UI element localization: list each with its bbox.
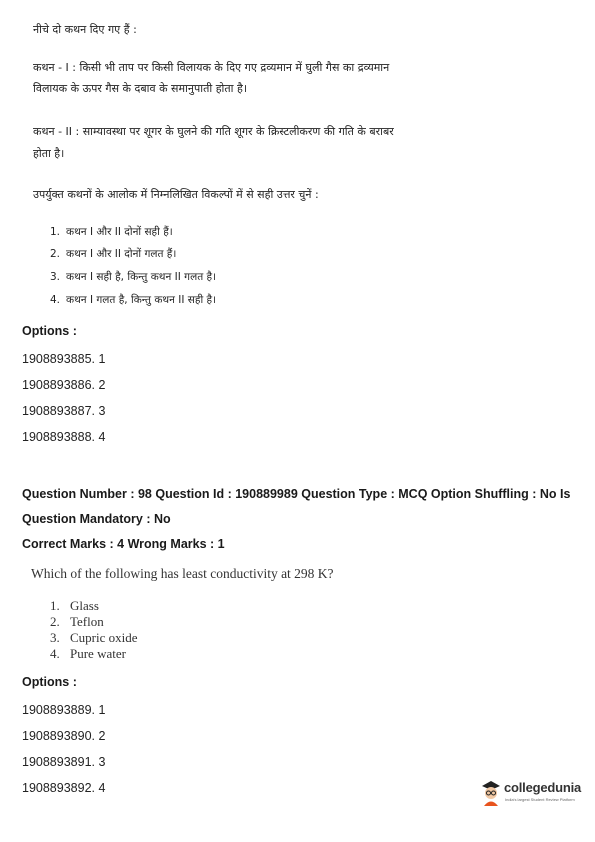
choice-number: 3.: [50, 630, 60, 645]
q98-option-1: 1908893889. 1: [22, 703, 106, 717]
q97-choice: [50, 225, 173, 239]
q98-option-3: 1908893891. 3: [22, 755, 106, 769]
collegedunia-logo: [480, 778, 580, 808]
q98-option-4: 1908893892. 4: [22, 781, 106, 795]
student-mascot-icon: [480, 778, 502, 806]
q98-choice: [50, 598, 99, 614]
q98-option-2: 1908893890. 2: [22, 729, 106, 743]
q97-instruction: उपर्युक्त कथनों के आलोक में निम्नलिखित विकल्पों में से सही उत्तर चुनें :: [33, 188, 319, 201]
choice-text: Cupric oxide: [70, 630, 138, 645]
q97-statement2-line2: होता है।: [33, 147, 65, 160]
choice-text: Glass: [70, 598, 99, 613]
q98-header-line1: Question Number : 98 Question Id : 190889989 Question Type : MCQ Option Shuffling : No Is: [22, 487, 571, 501]
q97-choice: [50, 247, 176, 261]
q98-options-label: Options :: [22, 675, 77, 689]
choice-number: 1.: [50, 226, 61, 238]
choice-text: Pure water: [70, 646, 126, 661]
choice-number: 1.: [50, 598, 60, 613]
logo-wordmark: collegedunia: [504, 780, 582, 795]
q97-option-2: 1908893886. 2: [22, 378, 106, 392]
q98-choice: [50, 614, 104, 630]
choice-text: कथन I और II दोनों सही हैं।: [66, 226, 173, 238]
q97-options-label: Options :: [22, 324, 77, 338]
q97-choice: [50, 293, 216, 307]
choice-number: 4.: [50, 646, 60, 661]
choice-number: 2.: [50, 248, 61, 260]
q97-option-1: 1908893885. 1: [22, 352, 106, 366]
q98-choice: [50, 630, 138, 646]
choice-number: 3.: [50, 271, 61, 283]
choice-number: 4.: [50, 294, 61, 306]
q98-question: Which of the following has least conductivity at 298 K?: [31, 566, 334, 581]
choice-text: Teflon: [70, 614, 104, 629]
q98-marks: Correct Marks : 4 Wrong Marks : 1: [22, 537, 225, 551]
q97-statement2-line1: कथन - II : साम्यावस्था पर शूगर के घुलने की गति शूगर के क्रिस्टलीकरण की गति के बराबर: [33, 125, 394, 138]
logo-tagline: India's largest Student Review Platform: [505, 797, 575, 802]
q97-choice: [50, 270, 216, 284]
choice-number: 2.: [50, 614, 60, 629]
choice-text: कथन I गलत है, किन्तु कथन II सही है।: [66, 294, 217, 306]
q97-statement1-line2: विलायक के ऊपर गैस के दबाव के समानुपाती होता है।: [33, 82, 248, 95]
choice-text: कथन I सही है, किन्तु कथन II गलत है।: [66, 271, 217, 283]
q97-intro: नीचे दो कथन दिए गए हैं :: [33, 23, 137, 36]
q97-statement1-line1: कथन - I : किसी भी ताप पर किसी विलायक के दिए गए द्रव्यमान में घुली गैस का द्रव्यमान: [33, 61, 390, 74]
q97-option-3: 1908893887. 3: [22, 404, 106, 418]
q98-header-line2: Question Mandatory : No: [22, 512, 171, 526]
q97-option-4: 1908893888. 4: [22, 430, 106, 444]
choice-text: कथन I और II दोनों गलत हैं।: [66, 248, 177, 260]
q98-choice: [50, 646, 126, 662]
